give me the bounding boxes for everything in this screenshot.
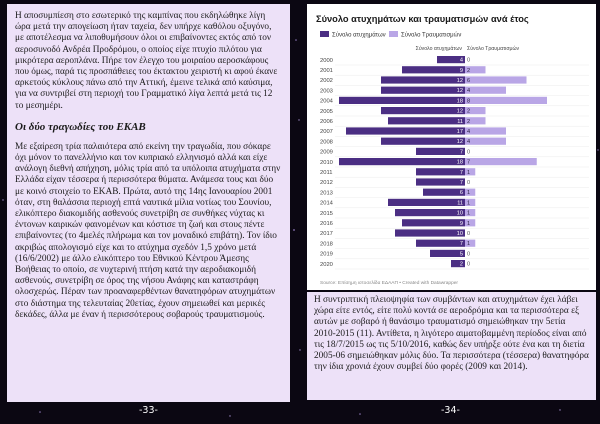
year-label-2008: 2008 (320, 139, 333, 146)
year-label-2019: 2019 (320, 251, 333, 258)
left-paragraph-2: Με εξαίρεση τρία παλαιότερα από εκείνη την τραγωδία, που σόκαρε όχι μόνον το πανελλήνιο και τον κυπριακό ελληνισμό αλλά και είχε ανάλογη διεθνή απήχηση, μόλις τρία από τα υπόλοιπα ατυχήματα στην Ελλάδα είχαν τέσσερα ή περισσότερα θύματα. Ανάμεσα τους και δύο με κοινό στοιχείο το ΕΚΑΒ. Πρώτα, αυτό της 14ης Ιανουαρίου 2001 όταν, στη θαλάσσια περιοχή επτά ναυτικά μίλια νοτίως του Σουνίου, ελικόπτερο διακομιδής ασθενούς συνετρίβη σε συνθήκες νύχτας κι έντονων καιρικών φαινομένων και κόστισε τη ζωή και στους πέντε επιβαίνοντες (το 4μελές πλήρωμα και τον μοναδικό επιβάτη). Τον ίδιο ακριβώς απολογισμό είχε και το ατύχημα σχεδόν 1,5 χρόνο μετά (16/6/2002) με άλλο ελικόπτερο του Εθνικού Κέντρου Άμεσης Βοήθειας το οποίο, σε νυχτερινή πτήση κατά την αεροδιακομιδή ασθενούς, συνετρίβη σε όρος της νήσου Ανάφης και καταστράφη ολοσχερώς. Πέραν των προαναφερθέντων θανατηφόρων ατυχημάτων στο διάστημα της τελευταίας 20ετίας, έχουν σημειωθεί και μερικές δεκάδες, άλλα με έναν ή περισσότερους σοβαρούς τραυματισμούς. (15, 141, 281, 320)
year-label-2003: 2003 (320, 88, 333, 95)
year-label-2014: 2014 (320, 200, 333, 207)
year-label-2004: 2004 (320, 98, 333, 105)
injuries-value-2001: 2 (467, 67, 471, 74)
injuries-value-2017: 0 (467, 231, 471, 237)
accidents-value-2006: 11 (457, 118, 463, 125)
injuries-bar-2003 (465, 87, 506, 94)
left-page (7, 4, 290, 402)
injuries-bar-2002 (465, 76, 527, 83)
injuries-bar-2004 (465, 97, 547, 104)
accidents-value-2013: 6 (459, 190, 463, 197)
accidents-bar-2005 (381, 107, 465, 114)
left-paragraph-1: Η αποσυμπίεση στο εσωτερικό της καμπίνας που εκδηλώθηκε λίγη ώρα μετά την απογείωση ήταν ταχεία, δεν υπήρχε καθόλου οξυγόνο, με αποτέλεσμα να λιποθυμήσουν όλοι οι επιβαίνοντες εκτός από τον αεροσυνοδό Ανδρέα Προδρόμου, ο οποίος είχε πτυχίο πιλότου για μικρότερα αεροπλάνα. Πήρε τον έλεγχο του μοιραίου αεροσκάφους που όμως, παρά τις προσπάθειες του έκτακτου χειριστή κι αφού έκανε αρκετούς κύκλους πάνω από την Αττική, έμεινε τελικά από καύσιμα, για να συντριβεί στη περιοχή του Γραμματικό λίγα λεπτά μετά τις 12 το μεσημέρι. (15, 11, 278, 111)
accidents-bar-2008 (381, 138, 465, 145)
column-header-injuries: Σύνολο Τραυματισμών (467, 46, 520, 52)
injuries-value-2003: 4 (467, 88, 471, 95)
accidents-value-2002: 12 (456, 78, 463, 84)
injuries-bar-2010 (465, 158, 537, 165)
injuries-value-2013: 1 (467, 190, 471, 197)
year-label-2001: 2001 (320, 68, 333, 74)
injuries-bar-2008 (465, 138, 506, 145)
injuries-value-2020: 0 (467, 261, 471, 268)
injuries-value-2007: 4 (467, 129, 471, 135)
accidents-bar-2003 (381, 87, 465, 94)
right-text-panel (307, 292, 596, 400)
year-label-2017: 2017 (320, 231, 333, 238)
injuries-value-2010: 7 (467, 159, 471, 166)
accidents-value-2019: 5 (459, 251, 463, 258)
injuries-value-2006: 2 (467, 118, 471, 125)
year-label-2016: 2016 (320, 221, 333, 227)
chart-panel (307, 4, 596, 290)
right-paragraph: Η συντριπτική πλειοψηφία των συμβάντων και ατυχημάτων έχει λάβει χώρα είτε εντός, είτε πολύ κοντά σε αεροδρόμια και τα περισσότερα εξ αυτών με σοβαρό ή θανάσιμο τραυματισμό σημειώθηκαν την 5ετία 2010-2015 (11). Αντίθετα, η λιγότερο αιματοβαμμένη περίοδος είναι από τις 18/7/2015 ως τις 5/10/2016, καθώς δεν υπήρξε ούτε ένα και τη διετία 2005-06 σημειώθηκαν μόλις δύο. Τα περισσότερα (τέσσερα) θανατηφόρα την ίδια χρονιά έχουν συμβεί δύο φορές (2009 και 2014). (314, 295, 589, 373)
accidents-value-2017: 10 (456, 231, 463, 237)
year-label-2015: 2015 (320, 210, 333, 217)
accidents-value-2020: 2 (459, 261, 463, 268)
accidents-bar-2002 (381, 76, 465, 83)
section-heading: Οι δύο τραγωδίες του ΕΚΑΒ (15, 120, 146, 133)
accidents-bar-2007 (346, 127, 465, 134)
legend-swatch-accidents (320, 31, 329, 37)
accidents-bar-2014 (388, 199, 465, 206)
legend-label-injuries: Σύνολο Τραυματισμών (401, 32, 462, 39)
year-label-2009: 2009 (320, 149, 333, 156)
accidents-bar-2004 (339, 97, 465, 104)
year-label-2005: 2005 (320, 108, 333, 115)
year-label-2013: 2013 (320, 190, 333, 197)
accidents-bar-2015 (395, 209, 465, 216)
year-label-2006: 2006 (320, 119, 333, 125)
injuries-value-2014: 1 (467, 200, 471, 207)
year-label-2018: 2018 (320, 241, 333, 248)
accidents-injuries-chart (307, 4, 596, 290)
injuries-value-2019: 0 (467, 251, 471, 258)
accidents-value-2008: 12 (456, 139, 463, 146)
injuries-value-2012: 0 (467, 180, 471, 186)
injuries-value-2008: 4 (467, 139, 471, 146)
accidents-bar-2016 (402, 219, 465, 226)
year-label-2007: 2007 (320, 129, 333, 136)
chart-bars (320, 56, 589, 269)
year-label-2020: 2020 (320, 261, 333, 268)
injuries-value-2018: 1 (467, 241, 471, 248)
accidents-value-2000: 4 (459, 57, 463, 64)
accidents-bar-2013 (423, 189, 465, 196)
accidents-bar-2009 (416, 148, 465, 155)
accidents-bar-2018 (416, 240, 465, 247)
column-header-accidents: Σύνολο ατυχημάτων (415, 46, 462, 52)
injuries-value-2004: 8 (467, 98, 471, 105)
legend-swatch-injuries (389, 31, 398, 37)
year-label-2010: 2010 (320, 159, 333, 166)
accidents-bar-2017 (395, 229, 465, 236)
accidents-bar-2011 (416, 168, 465, 175)
accidents-bar-2012 (416, 178, 465, 185)
page-number-left: -33- (139, 405, 158, 416)
injuries-value-2009: 0 (467, 149, 471, 156)
year-label-2002: 2002 (320, 78, 333, 85)
accidents-value-2007: 17 (456, 129, 463, 135)
injuries-bar-2007 (465, 127, 506, 134)
accidents-bar-2006 (388, 117, 465, 124)
injuries-value-2015: 1 (467, 210, 471, 217)
accidents-value-2004: 18 (456, 98, 463, 105)
injuries-value-2011: 1 (467, 169, 471, 176)
accidents-value-2009: 7 (459, 149, 463, 156)
injuries-value-2005: 2 (467, 108, 471, 115)
accidents-bar-2010 (339, 158, 465, 165)
year-label-2000: 2000 (320, 57, 333, 64)
accidents-value-2003: 12 (456, 88, 463, 95)
injuries-value-2016: 1 (467, 220, 471, 227)
accidents-value-2015: 10 (456, 210, 463, 217)
accidents-value-2014: 11 (457, 200, 463, 207)
injuries-value-2002: 6 (467, 78, 471, 84)
accidents-value-2005: 12 (456, 108, 463, 115)
legend-label-accidents: Σύνολο ατυχημάτων (332, 32, 386, 39)
accidents-value-2012: 7 (459, 180, 463, 186)
accidents-bar-2001 (402, 66, 465, 73)
page-number-right: -34- (441, 405, 460, 416)
year-label-2011: 2011 (320, 170, 333, 176)
accidents-value-2001: 9 (459, 67, 463, 74)
accidents-value-2010: 18 (456, 159, 463, 166)
injuries-value-2000: 0 (467, 57, 471, 64)
accidents-value-2016: 9 (459, 220, 463, 227)
year-label-2012: 2012 (320, 180, 333, 187)
accidents-value-2011: 7 (459, 169, 463, 176)
chart-source: Source: Επίσημη ιστοσελίδα ΕΔΑΑΠ • Created with Datawrapper (320, 281, 459, 286)
accidents-value-2018: 7 (459, 241, 463, 248)
chart-title: Σύνολο ατυχημάτων και τραυματισμών ανά έτος (316, 14, 529, 24)
